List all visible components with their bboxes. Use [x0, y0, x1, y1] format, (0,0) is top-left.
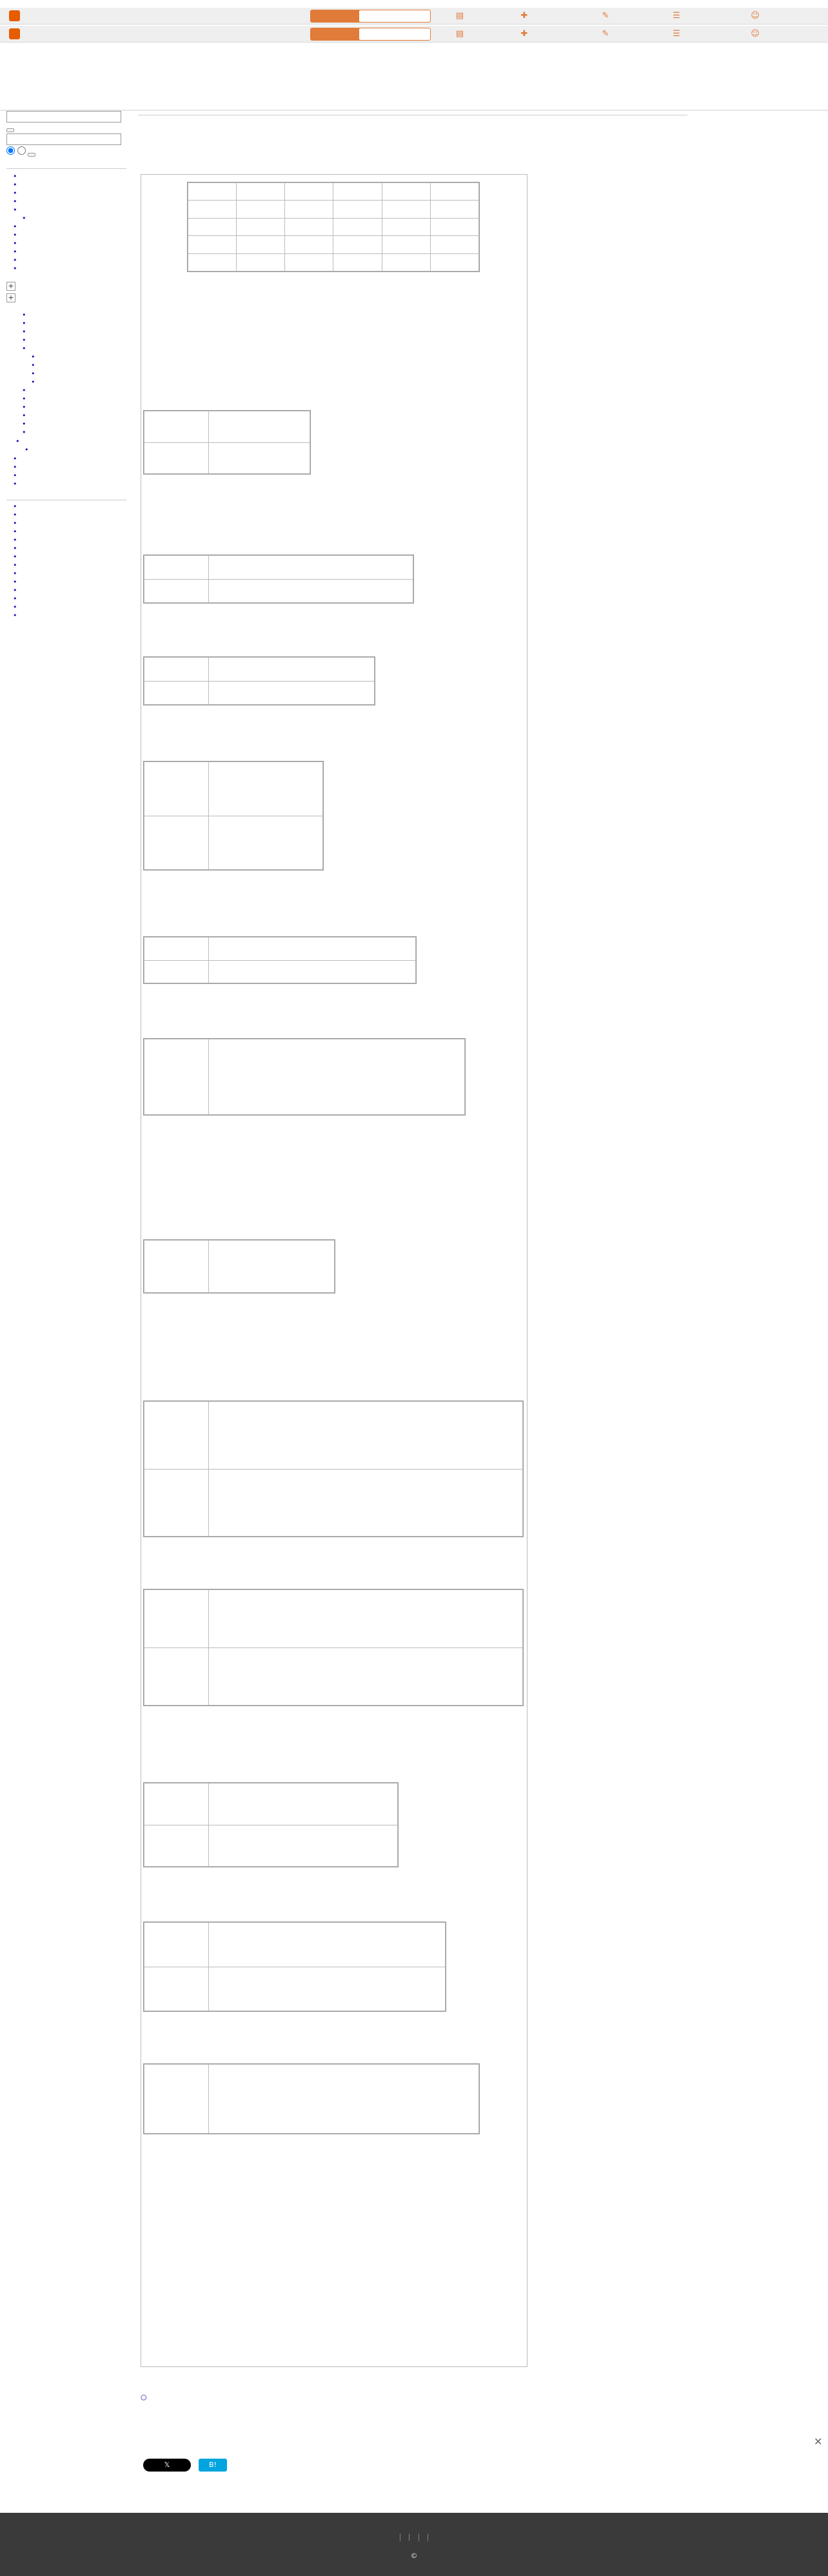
menu-item[interactable]	[13, 190, 126, 197]
defense-text	[209, 960, 416, 983]
roster-row	[188, 218, 479, 235]
roster-cell	[188, 253, 237, 271]
recent-item[interactable]	[13, 528, 126, 536]
roster-header	[333, 183, 382, 201]
search-in-wiki-link[interactable]	[141, 2392, 147, 2402]
attacker-image	[144, 1590, 209, 1648]
list-icon: ☰	[673, 11, 680, 21]
roster-cell	[285, 253, 333, 271]
expand-toggle[interactable]: +	[6, 282, 15, 291]
attacker-image	[144, 658, 209, 682]
left-sidebar	[6, 110, 126, 625]
footer	[0, 2513, 828, 2576]
tree-item[interactable]	[22, 337, 126, 344]
recent-item[interactable]	[13, 503, 126, 511]
misc-item[interactable]	[13, 480, 126, 488]
roster-header	[188, 183, 237, 201]
user-icon: ☺	[751, 29, 760, 39]
roster-cell	[430, 253, 478, 271]
roster-cell	[285, 236, 333, 253]
plus-icon: ✚	[520, 29, 528, 39]
roster-header	[285, 183, 333, 201]
attack-block	[143, 410, 311, 475]
hatena-bookmark-button[interactable]	[199, 2459, 227, 2472]
recent-item[interactable]	[13, 545, 126, 553]
roster-cell	[237, 201, 285, 218]
defender-image	[144, 1647, 209, 1706]
misc-item[interactable]	[13, 455, 126, 463]
attack-block	[143, 936, 417, 984]
attacker-image	[144, 556, 209, 580]
book-icon: ▤	[455, 29, 464, 39]
roster-header	[430, 183, 478, 201]
user-icon: ☺	[751, 11, 760, 21]
attacker-image	[144, 1784, 209, 1825]
attack-text	[209, 762, 323, 816]
extra-item[interactable]	[15, 438, 126, 446]
recent-item[interactable]	[13, 520, 126, 527]
menu-item[interactable]	[13, 265, 126, 273]
defender-image	[144, 1825, 209, 1867]
roster-cell	[430, 236, 478, 253]
roster-cell	[285, 201, 333, 218]
roster-row	[188, 201, 479, 218]
menu-item[interactable]	[13, 173, 126, 181]
attack-block	[143, 761, 324, 870]
menu-item[interactable]	[13, 248, 126, 256]
attack-text	[209, 411, 310, 443]
recent-item[interactable]	[13, 578, 126, 586]
roster-cell	[237, 253, 285, 271]
roster-cell	[237, 236, 285, 253]
search-button-2[interactable]	[28, 153, 35, 157]
roster-cell	[382, 236, 430, 253]
roster-row	[188, 236, 479, 253]
top-toolbar-sticky	[0, 26, 828, 43]
defense-text	[209, 1967, 446, 2011]
roster-header	[382, 183, 430, 201]
menu-item[interactable]	[13, 257, 126, 264]
attacker-image	[144, 938, 209, 961]
attack-text	[209, 1784, 398, 1825]
menu-heading	[6, 168, 126, 169]
copyright: ©	[410, 2551, 418, 2560]
main-header	[138, 112, 687, 115]
top-toolbar	[0, 8, 828, 25]
attack-block	[143, 656, 375, 705]
plus-icon: ✚	[520, 11, 528, 21]
search-input[interactable]	[6, 111, 121, 123]
roster-cell	[430, 201, 478, 218]
defense-text	[209, 1647, 523, 1706]
attack-block	[143, 2063, 480, 2134]
self-use-badge[interactable]	[359, 28, 431, 41]
tree-item[interactable]	[22, 328, 126, 336]
defense-text	[209, 816, 323, 870]
attack-block	[143, 1038, 466, 1116]
roster-cell	[333, 201, 382, 218]
roster-header	[237, 183, 285, 201]
menu-item[interactable]	[13, 181, 126, 189]
roster-table	[187, 182, 480, 272]
attack-block	[143, 1782, 399, 1867]
attack-block	[143, 1922, 446, 2012]
defender-image	[144, 442, 209, 474]
attacker-image	[144, 411, 209, 443]
defense-text	[209, 1825, 398, 1867]
attack-text	[209, 658, 375, 682]
footer-links: ｜ ｜ ｜ ｜	[396, 2533, 432, 2542]
defense-text	[209, 442, 310, 474]
roster-cell	[237, 218, 285, 235]
defense-text	[209, 1469, 523, 1537]
bookmark-icon: B!	[209, 2461, 217, 2469]
roster-cell	[430, 218, 478, 235]
tree-item[interactable]	[31, 370, 126, 378]
attacker-image	[144, 1402, 209, 1470]
search-input-2[interactable]	[6, 133, 121, 145]
attack-text	[209, 1039, 465, 1115]
roster-cell	[333, 218, 382, 235]
defender-image	[144, 816, 209, 870]
tree-item[interactable]	[22, 429, 126, 437]
close-icon[interactable]: ✕	[814, 2435, 823, 2448]
wiki-logo-icon	[9, 10, 20, 21]
roster-cell	[188, 236, 237, 253]
or-radio[interactable]	[17, 146, 26, 155]
recent-item[interactable]	[13, 562, 126, 569]
search-icon: ○	[141, 2393, 147, 2401]
attack-text	[209, 1241, 335, 1293]
attack-text	[209, 1923, 446, 1967]
defender-image	[144, 579, 209, 603]
tree-item[interactable]	[31, 353, 126, 361]
tree-item[interactable]	[22, 420, 126, 428]
tree-item[interactable]	[22, 404, 126, 411]
extra-item[interactable]	[25, 446, 126, 454]
x-logo-icon: 𝕏	[164, 2461, 170, 2469]
misc-item[interactable]	[13, 472, 126, 480]
x-post-button[interactable]	[143, 2459, 191, 2472]
roster-row	[188, 253, 479, 271]
attacker-image	[144, 1923, 209, 1967]
defense-text	[209, 579, 413, 603]
defender-image	[144, 960, 209, 983]
menu-item[interactable]	[13, 231, 126, 239]
recent-item[interactable]	[13, 587, 126, 595]
menu-item[interactable]	[13, 206, 126, 214]
tree-item[interactable]	[22, 311, 126, 319]
tree-item[interactable]	[22, 412, 126, 420]
roster-cell	[188, 201, 237, 218]
tree-item[interactable]	[22, 387, 126, 395]
attack-text	[209, 1590, 523, 1648]
attack-text	[209, 556, 413, 580]
recent-item[interactable]	[13, 553, 126, 561]
defender-image	[144, 1469, 209, 1537]
menu-item[interactable]	[22, 215, 126, 222]
tree-item[interactable]	[31, 379, 126, 386]
and-radio[interactable]	[6, 146, 15, 155]
tree-item[interactable]	[22, 345, 126, 353]
recent-item[interactable]	[13, 612, 126, 620]
right-sidebar	[704, 116, 819, 124]
roster-cell	[333, 253, 382, 271]
defender-image	[144, 681, 209, 705]
attack-text	[209, 1402, 523, 1470]
tree-item[interactable]	[22, 320, 126, 328]
roster-cell	[382, 218, 430, 235]
attack-block	[143, 1239, 335, 1293]
attacker-image	[144, 1039, 209, 1115]
expand-toggle[interactable]: +	[6, 293, 15, 302]
attacker-image	[144, 762, 209, 816]
attacker-image	[144, 2065, 209, 2134]
defense-text	[209, 681, 375, 705]
defender-image	[144, 1967, 209, 2011]
recent-item[interactable]	[13, 536, 126, 544]
attacker-image	[144, 1241, 209, 1293]
search-button[interactable]	[6, 128, 14, 132]
book-icon: ▤	[455, 11, 464, 21]
recent-item[interactable]	[13, 570, 126, 578]
wiki-logo-icon	[9, 28, 20, 39]
attack-text	[209, 938, 416, 961]
roster-cell	[382, 201, 430, 218]
recent-item[interactable]	[13, 511, 126, 519]
tree-item[interactable]	[22, 395, 126, 403]
attack-block	[143, 1589, 524, 1706]
roster-cell	[382, 253, 430, 271]
pencil-icon: ✎	[602, 11, 609, 21]
attack-block	[143, 1401, 524, 1537]
self-use-badge[interactable]	[359, 10, 431, 23]
attack-text	[209, 2065, 479, 2134]
roster-cell	[188, 218, 237, 235]
attack-block	[143, 555, 414, 604]
recent-item[interactable]	[13, 595, 126, 603]
misc-item[interactable]	[13, 464, 126, 471]
recent-item[interactable]	[13, 604, 126, 611]
tree-item[interactable]	[31, 362, 126, 369]
pencil-icon: ✎	[602, 29, 609, 39]
roster-cell	[333, 236, 382, 253]
list-icon: ☰	[673, 29, 680, 39]
menu-item[interactable]	[13, 223, 126, 231]
menu-item[interactable]	[13, 198, 126, 206]
roster-cell	[285, 218, 333, 235]
menu-item[interactable]	[13, 240, 126, 248]
